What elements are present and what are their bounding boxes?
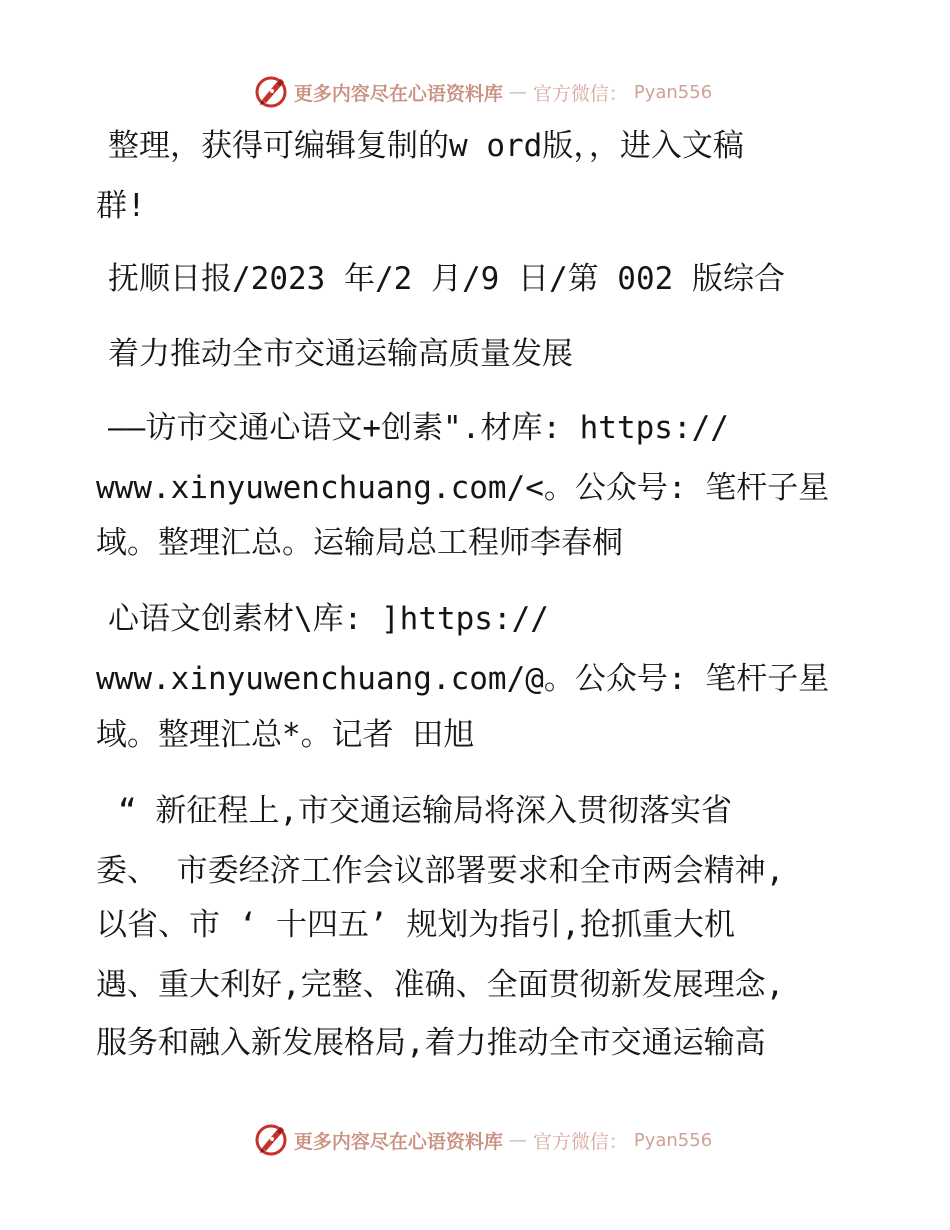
source-line: 抚顺日报/2023 年/2 月/9 日/第 002 版综合 (108, 261, 785, 297)
pen-logo-icon (254, 1123, 288, 1157)
body-line-2: 群! (96, 188, 146, 224)
header-banner-wechat-id: Pyan556 (633, 81, 713, 103)
paragraph-line-1: “ 新征程上,市交通运输局将深入贯彻落实省 (118, 793, 732, 829)
footer-banner-separator: — (508, 1129, 527, 1151)
subtitle-line-1: ——访市交通心语文+创素".材库: https:// (108, 410, 729, 446)
paragraph-line-4: 遇、重大利好,完整、准确、全面贯彻新发展理念, (96, 967, 785, 1003)
footer-banner-title: 更多内容尽在心语资料库 (293, 1130, 503, 1153)
header-banner-wechat-label: 官方微信： (532, 82, 628, 105)
byline-line-1: 心语文创素材\库: ]https:// (108, 601, 549, 637)
footer-banner-content (254, 1123, 712, 1157)
header-banner-separator: — (508, 81, 527, 103)
header-banner (0, 72, 950, 112)
paragraph-line-5: 服务和融入新发展格局,着力推动全市交通运输高 (96, 1025, 766, 1061)
byline-line-3: 域。整理汇总*。记者 田旭 (96, 717, 475, 753)
header-banner-title: 更多内容尽在心语资料库 (293, 82, 503, 105)
footer-banner-wechat-label: 官方微信： (532, 1130, 628, 1153)
subtitle-line-2: www.xinyuwenchuang.com/<。公众号: 笔杆子星 (96, 470, 830, 506)
article-title: 着力推动全市交通运输高质量发展 (108, 336, 573, 372)
byline-line-2: www.xinyuwenchuang.com/@。公众号: 笔杆子星 (96, 661, 830, 697)
paragraph-line-2: 委、 市委经济工作会议部署要求和全市两会精神, (96, 853, 785, 889)
paragraph-line-3: 以省、市 ‘ 十四五’ 规划为指引,抢抓重大机 (96, 907, 735, 943)
subtitle-line-3: 域。整理汇总。运输局总工程师李春桐 (96, 525, 623, 561)
body-line-1: 整理，获得可编辑复制的w ord版，，进入文稿 (108, 128, 744, 164)
footer-banner-wechat-id: Pyan556 (633, 1129, 713, 1151)
pen-logo-icon (254, 75, 288, 109)
header-banner-content (254, 75, 712, 109)
footer-banner (0, 1120, 950, 1160)
